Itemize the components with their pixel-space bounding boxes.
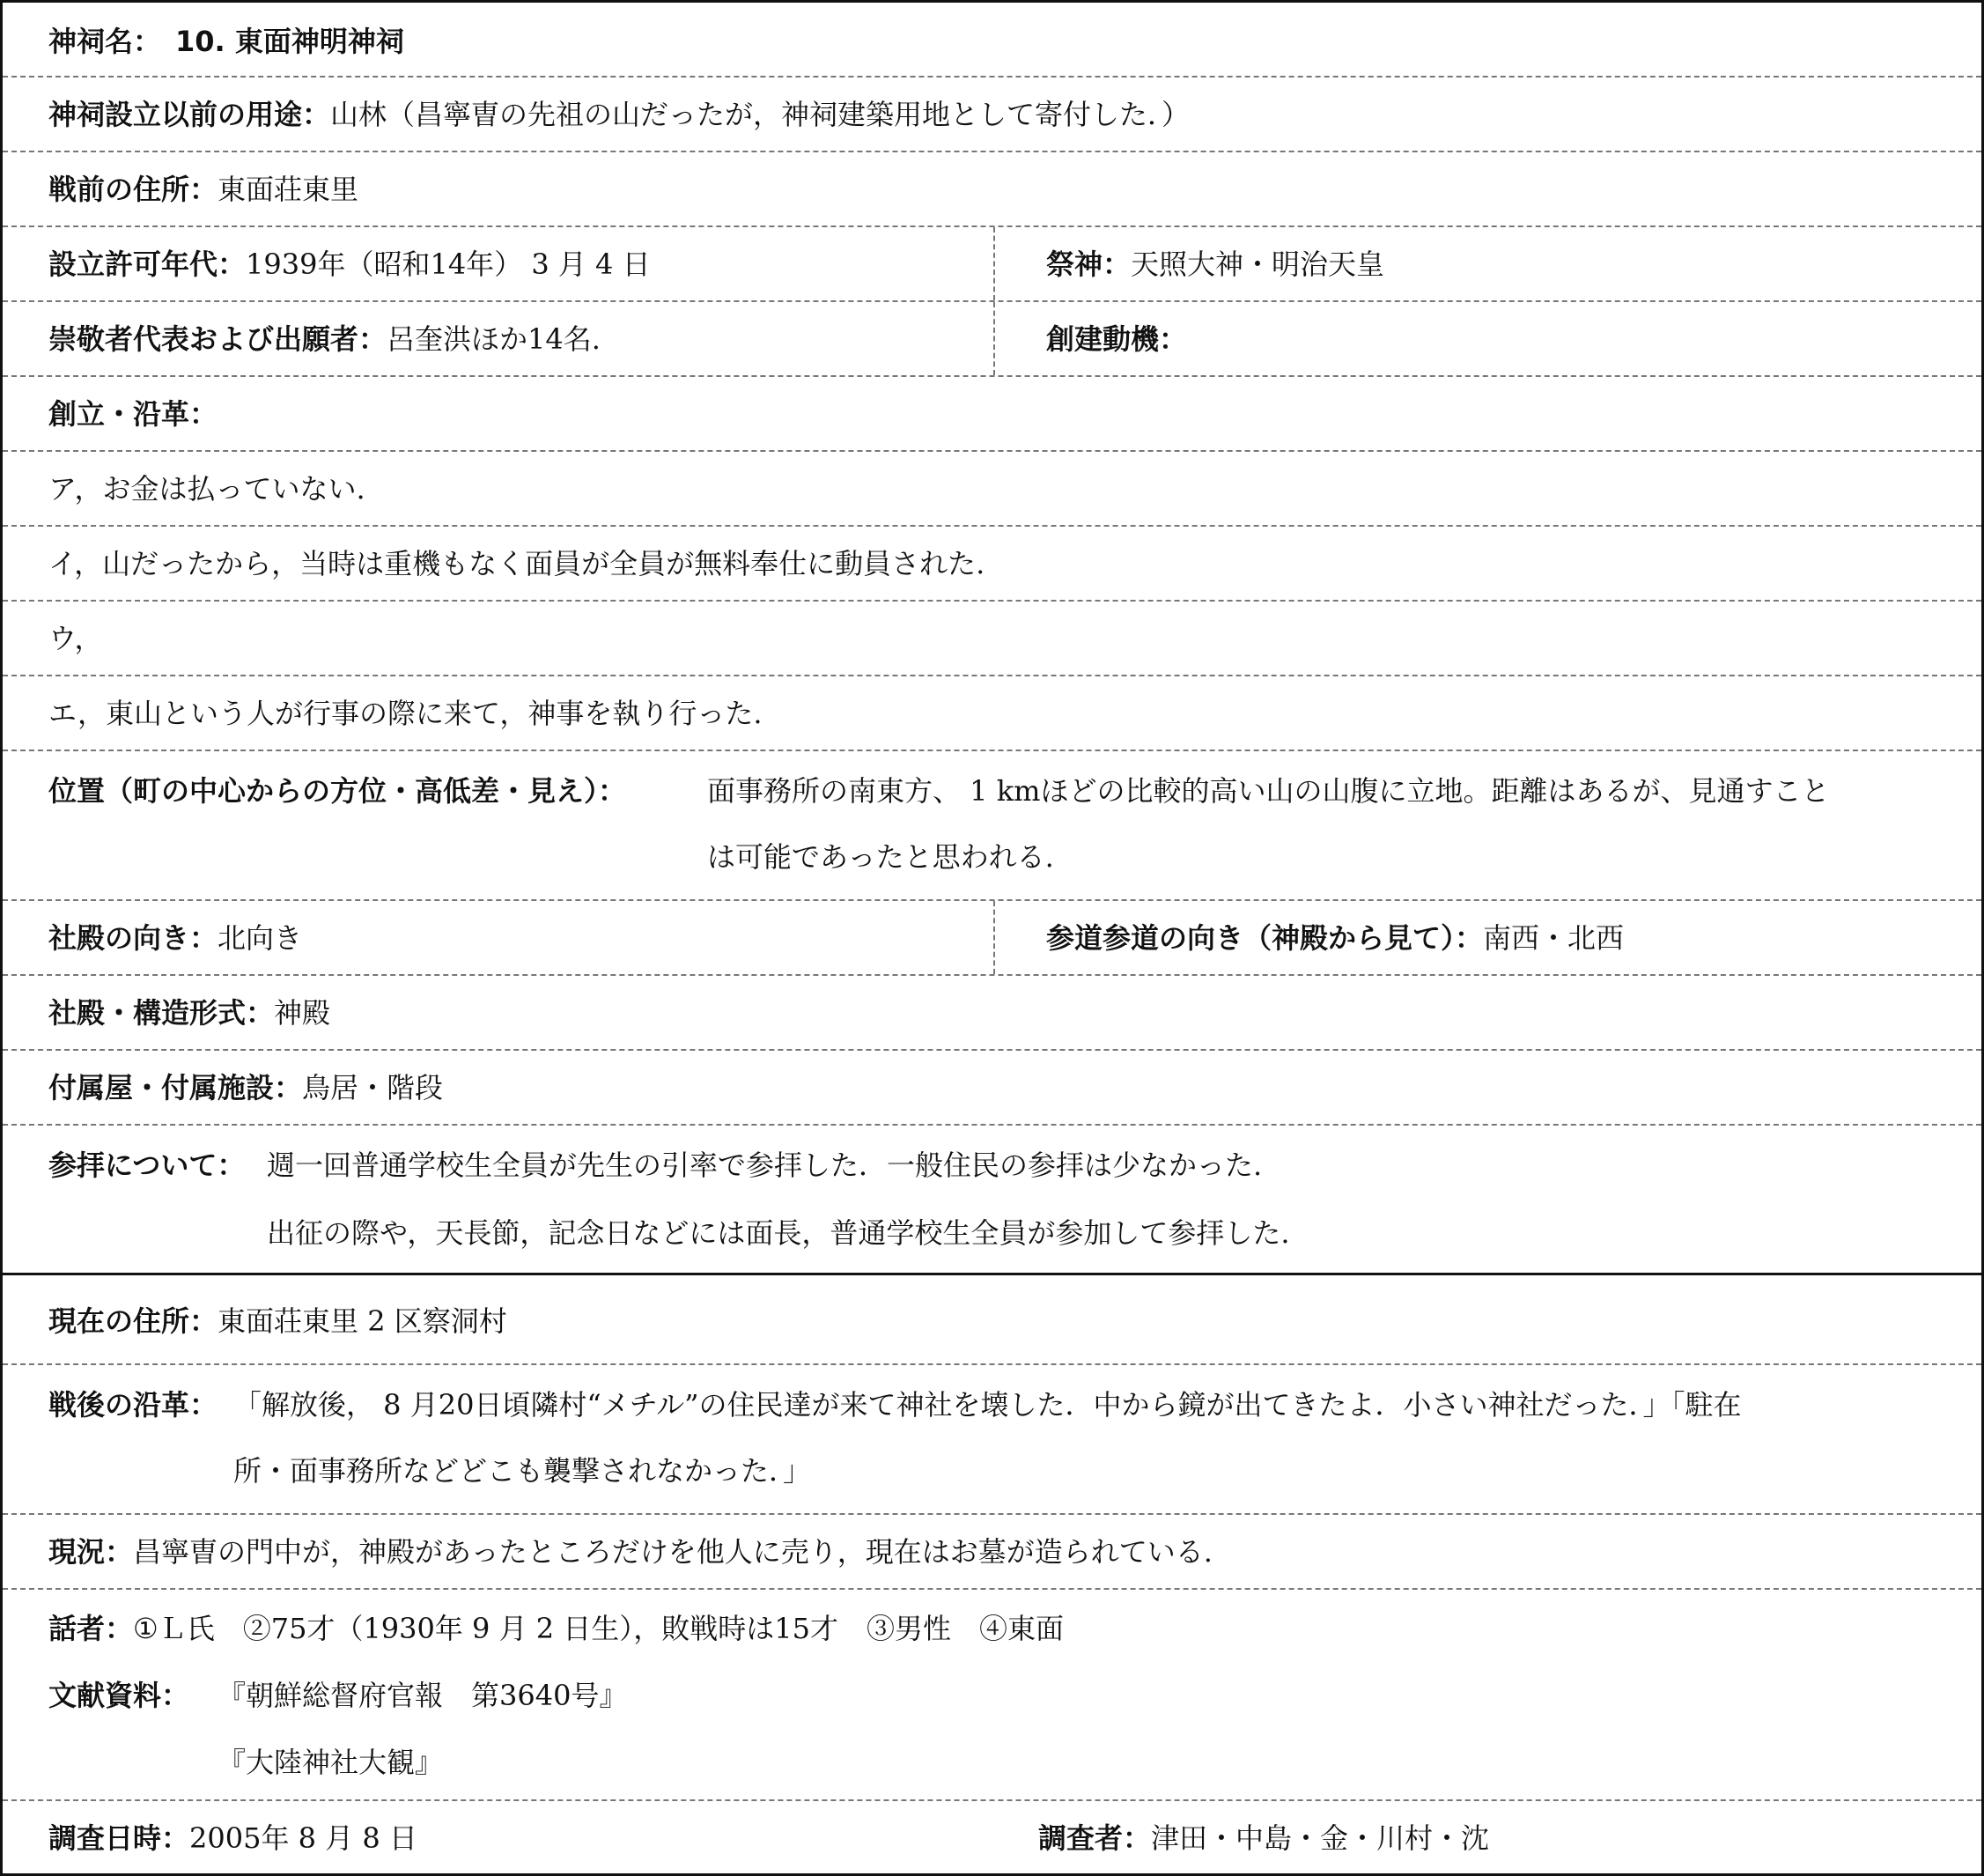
- location-line-2: は可能であったと思われる.: [707, 840, 1054, 874]
- row-permit-deity: [3, 227, 1981, 302]
- row-history-i: [3, 527, 1981, 602]
- row-informant-literature: [3, 1590, 1981, 1801]
- facilities-label: 付属屋・付属施設：: [48, 1071, 303, 1104]
- current-status-label: 現況：: [48, 1535, 134, 1569]
- prewar-address-label: 戦前の住所：: [48, 173, 218, 206]
- history-item: ウ，: [48, 622, 103, 655]
- current-address-value: 東面荘東里 2 区察洞村: [218, 1304, 507, 1338]
- literature-item: 『朝鮮総督府官報 第3640号』: [218, 1679, 628, 1712]
- row-applicants-motive: [3, 302, 1981, 377]
- postwar-history-line-2: 所・面事務所などどこも襲撃されなかった．」: [233, 1454, 812, 1488]
- worship-label: 参拝について：: [48, 1148, 246, 1182]
- row-history-a: [3, 452, 1981, 527]
- prior-use-value: 山林（昌寧曺の先祖の山だったが，神祠建築用地として寄付した．）: [330, 98, 1191, 131]
- deity-label: 祭神：: [1046, 247, 1132, 281]
- orientation-label: 社殿の向き：: [48, 921, 218, 955]
- current-status-value: 昌寧曺の門中が，神殿があったところだけを他人に売り，現在はお墓が造られている.: [133, 1535, 1213, 1569]
- informant-label: 話者：: [48, 1612, 134, 1645]
- literature-label: 文献資料：: [48, 1679, 190, 1712]
- row-postwar-history: [3, 1365, 1981, 1515]
- row-location: [3, 751, 1981, 901]
- structure-value: 神殿: [274, 996, 331, 1030]
- row-survey: [3, 1801, 1981, 1873]
- postwar-history-line-1: 「解放後， 8 月20日頃隣村“メチル”の住民達が来て神社を壊した．中から鏡が出てきたよ．小さい神社だった．」「駐在: [233, 1388, 1742, 1422]
- history-item: イ，山だったから，当時は重機もなく面員が全員が無料奉仕に動員された.: [48, 547, 985, 580]
- postwar-history-label: 戦後の沿革：: [48, 1388, 218, 1422]
- informant-value: ①Ｌ氏 ②75才（1930年 9 月 2 日生），敗戦時は15才 ③男性 ④東面: [133, 1612, 1064, 1645]
- applicants-value: 呂奎洪ほか14名.: [387, 322, 601, 356]
- row-history-u: [3, 602, 1981, 676]
- column-divider: [993, 901, 995, 974]
- location-line-1: 面事務所の南東方、 1 kmほどの比較的高い山の山腹に立地。距離はあるが、見通すこと: [707, 774, 1830, 808]
- row-history-label: [3, 377, 1981, 452]
- location-label: 位置（町の中心からの方位・高低差・見え）：: [48, 774, 627, 808]
- shrine-name-value: 10. 東面神明神祠: [175, 25, 404, 58]
- worship-line-2: 出征の際や，天長節，記念日などには面長，普通学校生全員が参加して参拝した.: [267, 1216, 1290, 1250]
- row-prior-use: [3, 78, 1981, 152]
- row-current-address: [3, 1275, 1981, 1365]
- row-shrine-name: [3, 3, 1981, 78]
- surveyors-value: 津田・中島・金・川村・沈: [1151, 1821, 1490, 1855]
- history-label: 創立・沿革：: [48, 397, 218, 431]
- approach-value: 南西・北西: [1483, 921, 1625, 955]
- history-item: エ，東山という人が行事の際に来て，神事を執り行った.: [48, 697, 763, 730]
- current-address-label: 現在の住所：: [48, 1304, 218, 1338]
- survey-date-label: 調査日時：: [48, 1821, 190, 1855]
- surveyors-label: 調査者：: [1038, 1821, 1152, 1855]
- literature-item: 『大陸神社大観』: [218, 1746, 444, 1779]
- column-divider: [993, 227, 995, 300]
- orientation-value: 北向き: [218, 921, 303, 955]
- survey-date-value: 2005年 8 月 8 日: [189, 1821, 417, 1855]
- deity-value: 天照大神・明治天皇: [1131, 247, 1385, 281]
- structure-label: 社殿・構造形式：: [48, 996, 275, 1030]
- prior-use-label: 神祠設立以前の用途：: [48, 98, 331, 131]
- row-current-status: [3, 1515, 1981, 1590]
- row-worship: [3, 1126, 1981, 1275]
- worship-line-1: 週一回普通学校生全員が先生の引率で参拝した．一般住民の参拝は少なかった.: [267, 1148, 1263, 1182]
- permit-date-value: 1939年（昭和14年） 3 月 4 日: [246, 247, 651, 281]
- permit-date-label: 設立許可年代：: [48, 247, 247, 281]
- shrine-name-label: 神祠名：: [48, 25, 162, 58]
- prewar-address-value: 東面荘東里: [218, 173, 359, 206]
- row-history-e: [3, 676, 1981, 751]
- row-facilities: [3, 1051, 1981, 1126]
- motive-label: 創建動機：: [1046, 322, 1188, 356]
- column-divider: [993, 302, 995, 375]
- row-structure: [3, 976, 1981, 1051]
- row-prewar-address: [3, 152, 1981, 227]
- row-orientation-approach: [3, 901, 1981, 976]
- history-item: ア，お金は払っていない.: [48, 472, 365, 506]
- facilities-value: 鳥居・階段: [302, 1071, 444, 1104]
- approach-label: 参道参道の向き（神殿から見て）：: [1046, 921, 1484, 955]
- applicants-label: 崇敬者代表および出願者：: [48, 322, 387, 356]
